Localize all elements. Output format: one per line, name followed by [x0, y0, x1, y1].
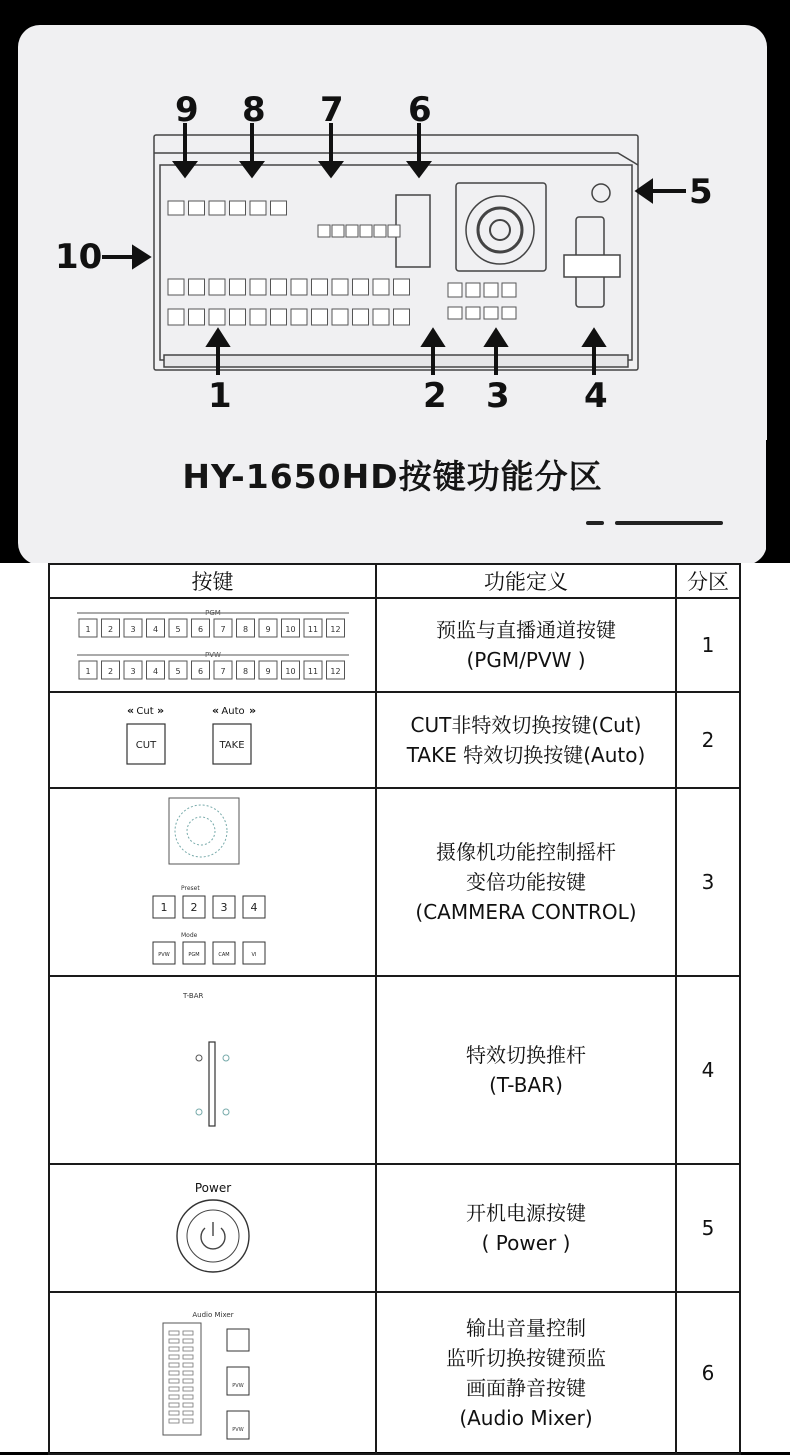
power-illustration [49, 1164, 376, 1292]
channel-key-label: 1 [84, 667, 91, 676]
tbar-indicator [196, 1055, 202, 1061]
panel-key [189, 309, 205, 325]
mode-key-label: CAM [217, 952, 230, 958]
callout-2: 2 [423, 376, 447, 416]
header-keys: 按键 [49, 564, 376, 598]
tbar-indicator [223, 1055, 229, 1061]
pvw-bus-label: PVW [204, 651, 221, 659]
panel-key [189, 279, 205, 295]
panel-key [484, 283, 498, 297]
row-6-description [376, 1292, 676, 1454]
row-3-description [376, 788, 676, 976]
channel-key-label: 3 [129, 667, 136, 676]
row-4-zone: 4 [676, 976, 740, 1164]
desc-line: 开机电源按键 [466, 1201, 586, 1225]
panel-key [448, 283, 462, 297]
panel-key [373, 279, 389, 295]
panel-key [168, 279, 184, 295]
channel-key-label: 7 [219, 625, 226, 634]
table-row [49, 1292, 740, 1454]
tbar-indicator [196, 1109, 202, 1115]
row-3-zone: 3 [676, 788, 740, 976]
panel-key [448, 307, 462, 319]
channel-key-label: 11 [307, 625, 318, 634]
tbar-label: T-BAR [182, 992, 203, 1000]
mute-key [227, 1411, 249, 1439]
meter-segment [183, 1339, 193, 1343]
panel-key [230, 279, 246, 295]
panel-key [466, 283, 480, 297]
channel-key-label: 10 [284, 667, 296, 676]
mute-key-label: PVW [231, 1427, 244, 1433]
meter-segment [169, 1355, 179, 1359]
desc-line: 摄像机功能控制摇杆 [436, 840, 616, 864]
channel-key-label: 11 [307, 667, 318, 676]
channel-key-label: 9 [264, 667, 271, 676]
callout-8: 8 [242, 90, 266, 130]
meter-segment [183, 1411, 193, 1415]
panel-key [250, 201, 266, 215]
channel-key-label: 12 [329, 667, 341, 676]
chevron-right-icon: » [156, 704, 164, 717]
callout-9: 9 [175, 90, 199, 130]
callout-3: 3 [486, 376, 510, 416]
panel-key [374, 225, 386, 237]
panel-key [168, 309, 184, 325]
preset-label: Preset [180, 885, 200, 892]
panel-key [209, 309, 225, 325]
chevron-right-icon: » [248, 704, 256, 717]
channel-key-label: 2 [107, 667, 113, 676]
panel-key [250, 309, 266, 325]
panel-key [168, 201, 184, 215]
header-function: 功能定义 [376, 564, 676, 598]
meter-segment [169, 1339, 179, 1343]
channel-key-label: 3 [129, 625, 136, 634]
mode-key-label: PVW [157, 952, 170, 958]
meter-segment [183, 1355, 193, 1359]
desc-line: (CAMMERA CONTROL) [415, 900, 637, 924]
monitor-key-label: PVW [231, 1383, 244, 1389]
callout-5: 5 [689, 172, 713, 212]
panel-key [360, 225, 372, 237]
desc-line: CUT非特效切换按键(Cut) [410, 713, 642, 737]
auto-label: Auto [220, 706, 245, 717]
panel-key [312, 309, 328, 325]
meter-segment [169, 1331, 179, 1335]
cut-button-label: CUT [135, 740, 156, 751]
panel-key [250, 279, 266, 295]
row-2-zone: 2 [676, 692, 740, 788]
callout-6: 6 [408, 90, 432, 130]
panel-key [291, 279, 307, 295]
channel-key-label: 2 [107, 625, 113, 634]
header-zone: 分区 [676, 564, 740, 598]
meter-segment [183, 1347, 193, 1351]
monitor-key [227, 1367, 249, 1395]
table-header-row [49, 564, 740, 598]
meter-segment [183, 1387, 193, 1391]
tbar-handle [209, 1042, 215, 1126]
table-row [49, 976, 740, 1164]
audio-mixer-label: Audio Mixer [191, 1311, 234, 1319]
callout-1: 1 [208, 376, 232, 416]
meter-segment [169, 1395, 179, 1399]
panel-key [466, 307, 480, 319]
page-title: HY-1650HD按键功能分区 [182, 457, 603, 496]
meter-segment [183, 1379, 193, 1383]
pgm-bus-label: PGM [204, 609, 221, 617]
desc-line: 输出音量控制 [466, 1316, 586, 1340]
meter-segment [183, 1395, 193, 1399]
panel-key [353, 279, 369, 295]
meter-segment [169, 1371, 179, 1375]
meter-segment [169, 1379, 179, 1383]
panel-key [353, 309, 369, 325]
panel-key [271, 201, 287, 215]
panel-key [484, 307, 498, 319]
meter-segment [169, 1411, 179, 1415]
panel-key [332, 225, 344, 237]
title-underline-short [586, 521, 604, 525]
desc-line: 预监与直播通道按键 [436, 618, 616, 642]
channel-key-label: 8 [242, 667, 248, 676]
table-row [49, 598, 740, 692]
mode-label: Mode [180, 932, 197, 939]
panel-key [332, 309, 348, 325]
panel-key [502, 307, 516, 319]
desc-line: (Audio Mixer) [459, 1406, 593, 1430]
desc-line: 变倍功能按键 [466, 870, 586, 894]
row-4-description [376, 976, 676, 1164]
tbar-illustration [49, 976, 376, 1164]
row-5-zone: 5 [676, 1164, 740, 1292]
channel-key-label: 4 [152, 667, 158, 676]
camera-control-illustration [49, 788, 376, 976]
channel-key-label: 9 [264, 625, 271, 634]
cut-take-illustration [49, 692, 376, 788]
cut-label: Cut [135, 706, 154, 717]
panel-key [388, 225, 400, 237]
panel-key [312, 279, 328, 295]
channel-key-label: 12 [329, 625, 341, 634]
desc-line: 监听切换按键预监 [446, 1346, 606, 1370]
channel-key-label: 10 [284, 625, 296, 634]
panel-key [332, 279, 348, 295]
panel-key [189, 201, 205, 215]
table-row [49, 692, 740, 788]
panel-key [373, 309, 389, 325]
panel-key [291, 309, 307, 325]
preset-key-label: 4 [250, 901, 257, 914]
take-button-label: TAKE [218, 740, 245, 751]
joystick-inner-ring [187, 817, 215, 845]
channel-key-label: 6 [197, 625, 203, 634]
joystick-frame [169, 798, 239, 864]
callout-4: 4 [584, 376, 608, 416]
panel-key [271, 279, 287, 295]
meter-segment [169, 1347, 179, 1351]
tbar-indicator [223, 1109, 229, 1115]
desc-line: TAKE 特效切换按键(Auto) [406, 743, 646, 767]
row-2-description [376, 692, 676, 788]
switcher-panel-diagram [18, 25, 767, 425]
desc-line: 特效切换推杆 [466, 1043, 586, 1067]
joystick-outer-ring [175, 805, 227, 857]
meter-segment [183, 1371, 193, 1375]
meter-segment [169, 1363, 179, 1367]
channel-key-label: 1 [84, 625, 91, 634]
meter-segment [183, 1419, 193, 1423]
desc-line: (PGM/PVW ) [466, 648, 586, 672]
preset-key-label: 1 [160, 901, 167, 914]
meter-segment [169, 1403, 179, 1407]
row-1-description [376, 598, 676, 692]
chevron-left-icon: « [126, 704, 134, 717]
panel-key [209, 201, 225, 215]
panel-key [318, 225, 330, 237]
meter-segment [183, 1331, 193, 1335]
meter-segment [183, 1403, 193, 1407]
callout-10: 10 [55, 237, 103, 277]
row-5-description [376, 1164, 676, 1292]
preset-key-label: 2 [190, 901, 197, 914]
title-underline-long [615, 521, 723, 525]
channel-key-label: 5 [174, 667, 181, 676]
function-table [48, 563, 741, 1455]
audio-mixer-illustration [49, 1292, 376, 1454]
channel-key-label: 7 [219, 667, 226, 676]
diagram-card [18, 25, 767, 565]
row-1-zone: 1 [676, 598, 740, 692]
panel-key [230, 309, 246, 325]
panel-key [394, 309, 410, 325]
desc-line: 画面静音按键 [466, 1376, 586, 1400]
meter-segment [169, 1387, 179, 1391]
chevron-left-icon: « [211, 704, 219, 717]
mode-key-label: PGM [187, 952, 200, 958]
preset-key-label: 3 [220, 901, 227, 914]
callout-7: 7 [320, 90, 344, 130]
meter-segment [169, 1419, 179, 1423]
desc-line: (T-BAR) [489, 1073, 563, 1097]
mode-key-label: VI [251, 952, 256, 958]
meter-segment [183, 1363, 193, 1367]
headphone-key [227, 1329, 249, 1351]
function-table-area [0, 563, 790, 1452]
table-row [49, 1164, 740, 1292]
table-row [49, 788, 740, 976]
row-6-zone: 6 [676, 1292, 740, 1454]
channel-key-label: 4 [152, 625, 158, 634]
desc-line: ( Power ) [481, 1231, 571, 1255]
pgm-pvw-illustration [49, 598, 376, 692]
edge-strip [766, 440, 790, 565]
panel-key [502, 283, 516, 297]
channel-key-label: 6 [197, 667, 203, 676]
panel-key [346, 225, 358, 237]
panel-key [271, 309, 287, 325]
panel-key [209, 279, 225, 295]
power-label: Power [194, 1181, 231, 1195]
channel-key-label: 8 [242, 625, 248, 634]
panel-key [230, 201, 246, 215]
channel-key-label: 5 [174, 625, 181, 634]
panel-key [394, 279, 410, 295]
